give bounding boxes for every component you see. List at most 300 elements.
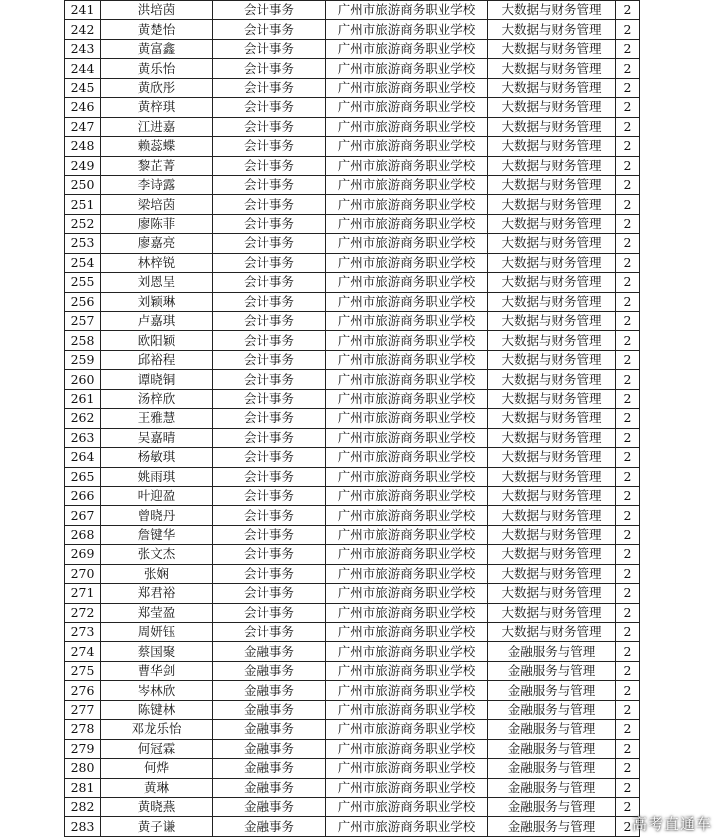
row-number-cell: 280 [65, 759, 101, 778]
table-row [65, 20, 640, 39]
major-cell: 会计事务 [213, 175, 326, 194]
major-cell: 会计事务 [213, 506, 326, 525]
student-name-cell: 曾晓丹 [101, 506, 213, 525]
student-name-cell: 陈键林 [101, 700, 213, 719]
count-cell: 2 [616, 292, 640, 311]
student-name-cell: 邓龙乐怡 [101, 720, 213, 739]
table-row [65, 564, 640, 583]
school-cell: 广州市旅游商务职业学校 [326, 584, 488, 603]
program-cell: 金融服务与管理 [488, 700, 616, 719]
major-cell: 会计事务 [213, 564, 326, 583]
count-cell: 2 [616, 759, 640, 778]
major-cell: 金融事务 [213, 817, 326, 836]
school-cell: 广州市旅游商务职业学校 [326, 59, 488, 78]
student-name-cell: 黄楚怡 [101, 20, 213, 39]
major-cell: 金融事务 [213, 681, 326, 700]
row-number-cell: 261 [65, 389, 101, 408]
student-name-cell: 林梓锐 [101, 253, 213, 272]
student-name-cell: 谭晓铜 [101, 370, 213, 389]
school-cell: 广州市旅游商务职业学校 [326, 681, 488, 700]
program-cell: 大数据与财务管理 [488, 545, 616, 564]
row-number-cell: 270 [65, 564, 101, 583]
student-name-cell: 赖蕊蝶 [101, 137, 213, 156]
major-cell: 金融事务 [213, 739, 326, 758]
program-cell: 金融服务与管理 [488, 817, 616, 836]
table-row [65, 273, 640, 292]
count-cell: 2 [616, 175, 640, 194]
major-cell: 会计事务 [213, 78, 326, 97]
student-name-cell: 黄乐怡 [101, 59, 213, 78]
count-cell: 2 [616, 467, 640, 486]
table-row [65, 137, 640, 156]
major-cell: 会计事务 [213, 234, 326, 253]
program-cell: 大数据与财务管理 [488, 467, 616, 486]
table-row [65, 778, 640, 797]
table-row [65, 545, 640, 564]
count-cell: 2 [616, 117, 640, 136]
student-name-cell: 梁培茵 [101, 195, 213, 214]
count-cell: 2 [616, 137, 640, 156]
student-name-cell: 欧阳颖 [101, 331, 213, 350]
student-name-cell: 蔡国聚 [101, 642, 213, 661]
school-cell: 广州市旅游商务职业学校 [326, 195, 488, 214]
student-name-cell: 黄晓燕 [101, 797, 213, 816]
major-cell: 会计事务 [213, 98, 326, 117]
count-cell: 2 [616, 739, 640, 758]
count-cell: 2 [616, 98, 640, 117]
table-row [65, 623, 640, 642]
program-cell: 金融服务与管理 [488, 661, 616, 680]
table-row [65, 448, 640, 467]
school-cell: 广州市旅游商务职业学校 [326, 20, 488, 39]
count-cell: 2 [616, 1, 640, 20]
table-row [65, 720, 640, 739]
table-row [65, 797, 640, 816]
school-cell: 广州市旅游商务职业学校 [326, 98, 488, 117]
count-cell: 2 [616, 545, 640, 564]
row-number-cell: 254 [65, 253, 101, 272]
program-cell: 金融服务与管理 [488, 642, 616, 661]
program-cell: 大数据与财务管理 [488, 564, 616, 583]
school-cell: 广州市旅游商务职业学校 [326, 350, 488, 369]
row-number-cell: 274 [65, 642, 101, 661]
row-number-cell: 257 [65, 312, 101, 331]
row-number-cell: 281 [65, 778, 101, 797]
major-cell: 会计事务 [213, 156, 326, 175]
table-row [65, 603, 640, 622]
count-cell: 2 [616, 350, 640, 369]
student-name-cell: 卢嘉琪 [101, 312, 213, 331]
school-cell: 广州市旅游商务职业学校 [326, 175, 488, 194]
table-row [65, 117, 640, 136]
program-cell: 大数据与财务管理 [488, 584, 616, 603]
major-cell: 会计事务 [213, 545, 326, 564]
program-cell: 大数据与财务管理 [488, 175, 616, 194]
count-cell: 2 [616, 506, 640, 525]
row-number-cell: 282 [65, 797, 101, 816]
school-cell: 广州市旅游商务职业学校 [326, 642, 488, 661]
program-cell: 大数据与财务管理 [488, 20, 616, 39]
row-number-cell: 242 [65, 20, 101, 39]
major-cell: 会计事务 [213, 603, 326, 622]
student-name-cell: 詹键华 [101, 525, 213, 544]
table-row [65, 525, 640, 544]
program-cell: 大数据与财务管理 [488, 331, 616, 350]
count-cell: 2 [616, 623, 640, 642]
school-cell: 广州市旅游商务职业学校 [326, 292, 488, 311]
program-cell: 大数据与财务管理 [488, 98, 616, 117]
count-cell: 2 [616, 195, 640, 214]
count-cell: 2 [616, 39, 640, 58]
table-row [65, 661, 640, 680]
count-cell: 2 [616, 817, 640, 836]
student-name-cell: 黄梓琪 [101, 98, 213, 117]
count-cell: 2 [616, 642, 640, 661]
count-cell: 2 [616, 59, 640, 78]
major-cell: 会计事务 [213, 253, 326, 272]
row-number-cell: 277 [65, 700, 101, 719]
student-name-cell: 张娴 [101, 564, 213, 583]
major-cell: 会计事务 [213, 370, 326, 389]
program-cell: 大数据与财务管理 [488, 253, 616, 272]
roster-table-container [64, 0, 639, 837]
row-number-cell: 275 [65, 661, 101, 680]
major-cell: 会计事务 [213, 39, 326, 58]
school-cell: 广州市旅游商务职业学校 [326, 253, 488, 272]
student-name-cell: 廖陈菲 [101, 214, 213, 233]
major-cell: 会计事务 [213, 467, 326, 486]
major-cell: 会计事务 [213, 525, 326, 544]
school-cell: 广州市旅游商务职业学校 [326, 661, 488, 680]
program-cell: 大数据与财务管理 [488, 156, 616, 175]
program-cell: 大数据与财务管理 [488, 525, 616, 544]
school-cell: 广州市旅游商务职业学校 [326, 312, 488, 331]
school-cell: 广州市旅游商务职业学校 [326, 214, 488, 233]
school-cell: 广州市旅游商务职业学校 [326, 759, 488, 778]
major-cell: 会计事务 [213, 292, 326, 311]
program-cell: 大数据与财务管理 [488, 486, 616, 505]
table-row [65, 642, 640, 661]
row-number-cell: 272 [65, 603, 101, 622]
program-cell: 大数据与财务管理 [488, 214, 616, 233]
row-number-cell: 258 [65, 331, 101, 350]
row-number-cell: 279 [65, 739, 101, 758]
major-cell: 会计事务 [213, 214, 326, 233]
program-cell: 金融服务与管理 [488, 720, 616, 739]
program-cell: 金融服务与管理 [488, 778, 616, 797]
school-cell: 广州市旅游商务职业学校 [326, 39, 488, 58]
table-row [65, 156, 640, 175]
student-name-cell: 曹华剑 [101, 661, 213, 680]
major-cell: 金融事务 [213, 720, 326, 739]
row-number-cell: 262 [65, 409, 101, 428]
count-cell: 2 [616, 525, 640, 544]
row-number-cell: 260 [65, 370, 101, 389]
row-number-cell: 248 [65, 137, 101, 156]
major-cell: 会计事务 [213, 59, 326, 78]
table-row [65, 195, 640, 214]
student-name-cell: 黄富鑫 [101, 39, 213, 58]
major-cell: 会计事务 [213, 389, 326, 408]
table-row [65, 214, 640, 233]
count-cell: 2 [616, 389, 640, 408]
major-cell: 会计事务 [213, 448, 326, 467]
row-number-cell: 271 [65, 584, 101, 603]
student-name-cell: 黄琳 [101, 778, 213, 797]
school-cell: 广州市旅游商务职业学校 [326, 486, 488, 505]
school-cell: 广州市旅游商务职业学校 [326, 564, 488, 583]
roster-table [64, 0, 640, 837]
program-cell: 大数据与财务管理 [488, 59, 616, 78]
school-cell: 广州市旅游商务职业学校 [326, 409, 488, 428]
student-name-cell: 邱裕程 [101, 350, 213, 369]
table-row [65, 331, 640, 350]
program-cell: 金融服务与管理 [488, 681, 616, 700]
major-cell: 会计事务 [213, 117, 326, 136]
count-cell: 2 [616, 564, 640, 583]
school-cell: 广州市旅游商务职业学校 [326, 797, 488, 816]
major-cell: 会计事务 [213, 584, 326, 603]
row-number-cell: 264 [65, 448, 101, 467]
student-name-cell: 姚雨琪 [101, 467, 213, 486]
major-cell: 金融事务 [213, 661, 326, 680]
count-cell: 2 [616, 234, 640, 253]
row-number-cell: 278 [65, 720, 101, 739]
count-cell: 2 [616, 797, 640, 816]
school-cell: 广州市旅游商务职业学校 [326, 117, 488, 136]
program-cell: 金融服务与管理 [488, 797, 616, 816]
program-cell: 大数据与财务管理 [488, 350, 616, 369]
student-name-cell: 廖嘉亮 [101, 234, 213, 253]
count-cell: 2 [616, 448, 640, 467]
program-cell: 大数据与财务管理 [488, 195, 616, 214]
row-number-cell: 269 [65, 545, 101, 564]
row-number-cell: 252 [65, 214, 101, 233]
table-row [65, 467, 640, 486]
row-number-cell: 255 [65, 273, 101, 292]
student-name-cell: 何冠霖 [101, 739, 213, 758]
school-cell: 广州市旅游商务职业学校 [326, 428, 488, 447]
school-cell: 广州市旅游商务职业学校 [326, 389, 488, 408]
student-name-cell: 郑莹盈 [101, 603, 213, 622]
student-name-cell: 洪培茵 [101, 1, 213, 20]
school-cell: 广州市旅游商务职业学校 [326, 137, 488, 156]
table-row [65, 39, 640, 58]
row-number-cell: 245 [65, 78, 101, 97]
table-row [65, 681, 640, 700]
program-cell: 大数据与财务管理 [488, 78, 616, 97]
row-number-cell: 256 [65, 292, 101, 311]
table-row [65, 739, 640, 758]
row-number-cell: 267 [65, 506, 101, 525]
table-row [65, 370, 640, 389]
school-cell: 广州市旅游商务职业学校 [326, 156, 488, 175]
program-cell: 大数据与财务管理 [488, 1, 616, 20]
student-name-cell: 吴嘉晴 [101, 428, 213, 447]
count-cell: 2 [616, 370, 640, 389]
school-cell: 广州市旅游商务职业学校 [326, 1, 488, 20]
count-cell: 2 [616, 584, 640, 603]
count-cell: 2 [616, 409, 640, 428]
program-cell: 大数据与财务管理 [488, 506, 616, 525]
major-cell: 会计事务 [213, 350, 326, 369]
row-number-cell: 276 [65, 681, 101, 700]
student-name-cell: 黄欣彤 [101, 78, 213, 97]
row-number-cell: 268 [65, 525, 101, 544]
count-cell: 2 [616, 214, 640, 233]
row-number-cell: 253 [65, 234, 101, 253]
major-cell: 会计事务 [213, 312, 326, 331]
major-cell: 会计事务 [213, 486, 326, 505]
table-row [65, 817, 640, 836]
student-name-cell: 黎芷菁 [101, 156, 213, 175]
table-row [65, 584, 640, 603]
program-cell: 大数据与财务管理 [488, 389, 616, 408]
count-cell: 2 [616, 700, 640, 719]
count-cell: 2 [616, 312, 640, 331]
school-cell: 广州市旅游商务职业学校 [326, 234, 488, 253]
school-cell: 广州市旅游商务职业学校 [326, 623, 488, 642]
count-cell: 2 [616, 486, 640, 505]
program-cell: 大数据与财务管理 [488, 448, 616, 467]
school-cell: 广州市旅游商务职业学校 [326, 778, 488, 797]
roster-table-body [65, 1, 640, 837]
major-cell: 金融事务 [213, 759, 326, 778]
school-cell: 广州市旅游商务职业学校 [326, 720, 488, 739]
program-cell: 大数据与财务管理 [488, 370, 616, 389]
row-number-cell: 250 [65, 175, 101, 194]
program-cell: 大数据与财务管理 [488, 312, 616, 331]
program-cell: 大数据与财务管理 [488, 409, 616, 428]
student-name-cell: 汤梓欣 [101, 389, 213, 408]
student-name-cell: 刘颖琳 [101, 292, 213, 311]
watermark-text: 高考直通车 [631, 815, 712, 833]
count-cell: 2 [616, 661, 640, 680]
table-row [65, 59, 640, 78]
school-cell: 广州市旅游商务职业学校 [326, 817, 488, 836]
school-cell: 广州市旅游商务职业学校 [326, 370, 488, 389]
major-cell: 金融事务 [213, 700, 326, 719]
row-number-cell: 259 [65, 350, 101, 369]
count-cell: 2 [616, 778, 640, 797]
school-cell: 广州市旅游商务职业学校 [326, 506, 488, 525]
table-row [65, 428, 640, 447]
table-row [65, 350, 640, 369]
student-name-cell: 岑林欣 [101, 681, 213, 700]
table-row [65, 1, 640, 20]
table-row [65, 389, 640, 408]
school-cell: 广州市旅游商务职业学校 [326, 603, 488, 622]
count-cell: 2 [616, 428, 640, 447]
row-number-cell: 249 [65, 156, 101, 175]
row-number-cell: 243 [65, 39, 101, 58]
school-cell: 广州市旅游商务职业学校 [326, 525, 488, 544]
table-row [65, 292, 640, 311]
program-cell: 大数据与财务管理 [488, 137, 616, 156]
table-row [65, 312, 640, 331]
student-name-cell: 黄子谦 [101, 817, 213, 836]
school-cell: 广州市旅游商务职业学校 [326, 700, 488, 719]
student-name-cell: 周妍钰 [101, 623, 213, 642]
row-number-cell: 241 [65, 1, 101, 20]
count-cell: 2 [616, 20, 640, 39]
school-cell: 广州市旅游商务职业学校 [326, 331, 488, 350]
student-name-cell: 张文杰 [101, 545, 213, 564]
student-name-cell: 杨敏琪 [101, 448, 213, 467]
row-number-cell: 273 [65, 623, 101, 642]
program-cell: 金融服务与管理 [488, 739, 616, 758]
count-cell: 2 [616, 156, 640, 175]
count-cell: 2 [616, 681, 640, 700]
school-cell: 广州市旅游商务职业学校 [326, 78, 488, 97]
table-row [65, 486, 640, 505]
count-cell: 2 [616, 78, 640, 97]
major-cell: 会计事务 [213, 273, 326, 292]
program-cell: 金融服务与管理 [488, 759, 616, 778]
count-cell: 2 [616, 720, 640, 739]
student-name-cell: 刘恩呈 [101, 273, 213, 292]
school-cell: 广州市旅游商务职业学校 [326, 273, 488, 292]
program-cell: 大数据与财务管理 [488, 39, 616, 58]
row-number-cell: 265 [65, 467, 101, 486]
student-name-cell: 江进嘉 [101, 117, 213, 136]
school-cell: 广州市旅游商务职业学校 [326, 545, 488, 564]
major-cell: 金融事务 [213, 778, 326, 797]
table-row [65, 175, 640, 194]
row-number-cell: 251 [65, 195, 101, 214]
school-cell: 广州市旅游商务职业学校 [326, 448, 488, 467]
count-cell: 2 [616, 331, 640, 350]
program-cell: 大数据与财务管理 [488, 292, 616, 311]
program-cell: 大数据与财务管理 [488, 234, 616, 253]
program-cell: 大数据与财务管理 [488, 428, 616, 447]
student-name-cell: 何烨 [101, 759, 213, 778]
table-row [65, 700, 640, 719]
table-row [65, 253, 640, 272]
table-row [65, 759, 640, 778]
major-cell: 会计事务 [213, 428, 326, 447]
row-number-cell: 246 [65, 98, 101, 117]
major-cell: 金融事务 [213, 797, 326, 816]
major-cell: 会计事务 [213, 623, 326, 642]
student-name-cell: 郑君裕 [101, 584, 213, 603]
program-cell: 大数据与财务管理 [488, 273, 616, 292]
student-name-cell: 李诗露 [101, 175, 213, 194]
row-number-cell: 244 [65, 59, 101, 78]
program-cell: 大数据与财务管理 [488, 623, 616, 642]
row-number-cell: 266 [65, 486, 101, 505]
major-cell: 金融事务 [213, 642, 326, 661]
row-number-cell: 263 [65, 428, 101, 447]
table-row [65, 506, 640, 525]
major-cell: 会计事务 [213, 409, 326, 428]
school-cell: 广州市旅游商务职业学校 [326, 467, 488, 486]
major-cell: 会计事务 [213, 331, 326, 350]
table-row [65, 98, 640, 117]
major-cell: 会计事务 [213, 195, 326, 214]
school-cell: 广州市旅游商务职业学校 [326, 739, 488, 758]
table-row [65, 234, 640, 253]
student-name-cell: 王雅慧 [101, 409, 213, 428]
major-cell: 会计事务 [213, 20, 326, 39]
count-cell: 2 [616, 253, 640, 272]
program-cell: 大数据与财务管理 [488, 603, 616, 622]
row-number-cell: 283 [65, 817, 101, 836]
major-cell: 会计事务 [213, 137, 326, 156]
student-name-cell: 叶迎盈 [101, 486, 213, 505]
row-number-cell: 247 [65, 117, 101, 136]
major-cell: 会计事务 [213, 1, 326, 20]
